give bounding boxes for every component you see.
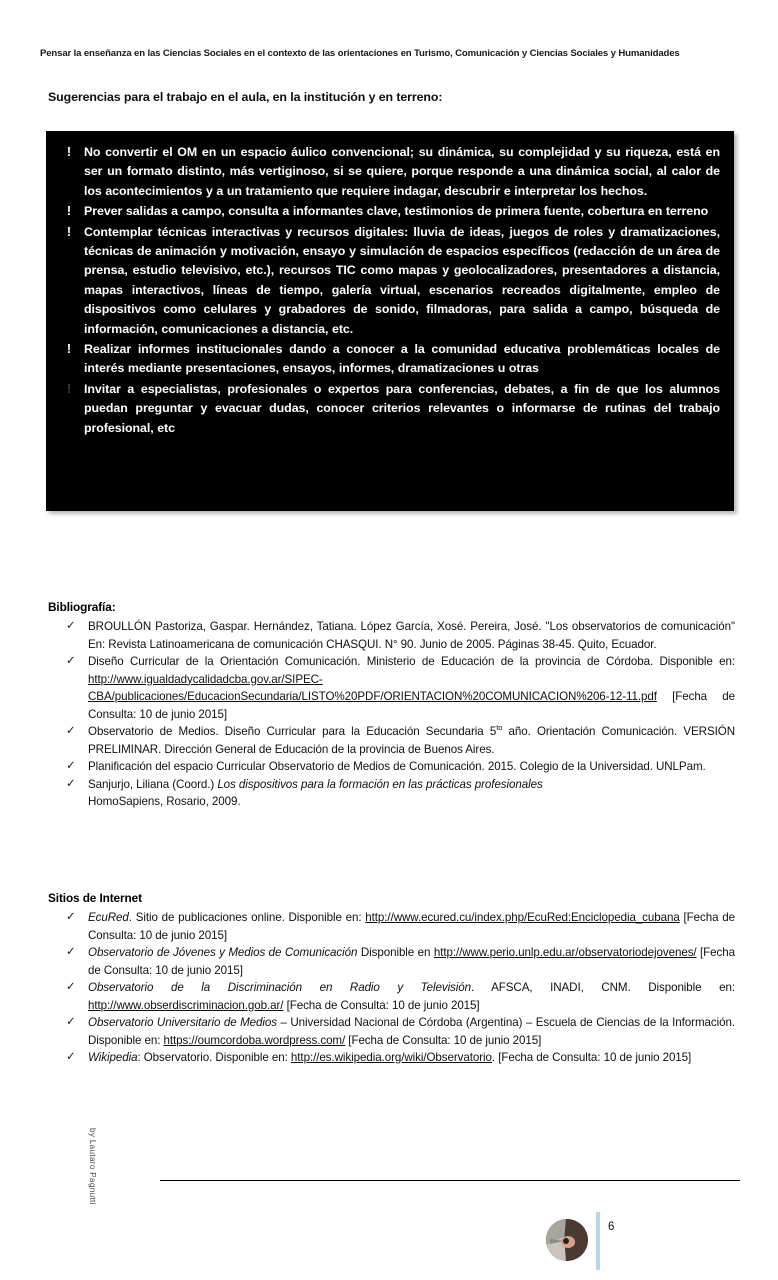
bibliografia-item-text: Observatorio de Medios. Diseño Curricular para la Educación Secundaria $5^{to}$ año. Orientación Comunicación. VERSIÓN PRELIMINAR. Dirección General de Educación de la provincia de Buenos Aires. bbox=[88, 723, 735, 756]
bibliografia-item bbox=[62, 653, 735, 723]
check-bullet-icon: ✓ bbox=[66, 981, 76, 993]
bibliografia-item bbox=[62, 776, 735, 811]
exclamation-bullet-icon: ! bbox=[66, 381, 72, 396]
bibliografia-item bbox=[62, 618, 735, 653]
sitios-internet-item-text: EcuRed. Sitio de publicaciones online. Disponible en: http://www.ecured.cu/index.php/EcuRed:Enciclopedia_cubana [Fecha de Consulta: 10 de junio 2015] bbox=[88, 911, 735, 942]
check-bullet-icon: ✓ bbox=[66, 911, 76, 923]
sitios-internet-item-text: Observatorio de la Discriminación en Radio y Televisión. AFSCA, INADI, CNM. Disponible en: http://www.obserdiscriminacion.gob.ar/ [Fecha de Consulta: 10 de junio 2015] bbox=[88, 981, 735, 1012]
footer-divider bbox=[160, 1180, 740, 1181]
suggestions-callout-box bbox=[46, 131, 734, 511]
bibliografia-item-text: BROULLÓN Pastoriza, Gaspar. Hernández, Tatiana. López García, Xosé. Pereira, José. "Los observatorios de comunicación" En: Revista Latinoamericana de comunicación CHASQUI. N° 90. Junio de 2005. Páginas 38-45. Quito, Ecuador. bbox=[88, 620, 735, 651]
exclamation-bullet-icon: ! bbox=[66, 204, 72, 219]
check-bullet-icon: ✓ bbox=[66, 1051, 76, 1063]
author-photo-icon bbox=[546, 1219, 588, 1261]
sitios-internet-item-text: Observatorio de Jóvenes y Medios de Comunicación Disponible en http://www.perio.unlp.edu.ar/observatoriodejovenes/ [Fecha de Consulta: 10 de junio 2015] bbox=[88, 946, 736, 977]
sitios-internet-item bbox=[62, 1014, 735, 1049]
suggestion-item-text: Contemplar técnicas interactivas y recursos digitales: lluvia de ideas, juegos de roles y dramatizaciones, técnicas de animación y motivación, ensayo y simulación de espacios específicos (redacción de un área de prensa, estudio televisivo, etc.), recursos TIC como mapas y geolocalizadores, presentadores a distancia, mapas interactivos, líneas de tiempo, galería virtual, escenarios recreados digitalmente, empleo de dispositivos como celulares y grabadores de sonido, filmadoras, para salida a campo, búsqueda de información, comunicaciones a distancia, etc. bbox=[84, 224, 720, 336]
bibliografia-list bbox=[62, 618, 735, 811]
page-title: Sugerencias para el trabajo en el aula, en la institución y en terreno: bbox=[48, 90, 443, 104]
exclamation-bullet-icon: ! bbox=[66, 145, 72, 159]
page-number-accent-bar bbox=[596, 1212, 600, 1270]
bibliografia-item-text: Diseño Curricular de la Orientación Comunicación. Ministerio de Educación de la provincia de Córdoba. Disponible en: http://www.igualdadycalidadcba.gov.ar/SIPEC-CBA/publicaciones/EducacionSecundaria/LISTO%20PDF/ORIENTACION%20COMUNICACION%206-12-11.pdf [Fecha de Consulta: 10 de junio 2015] bbox=[88, 655, 735, 721]
sitios-internet-item bbox=[62, 909, 735, 944]
bibliografia-item bbox=[62, 723, 735, 758]
suggestion-item-text: No convertir el OM en un espacio áulico convencional; su dinámica, su complejidad y su riqueza, está en ser un formato distinto, más vertiginoso, si se quiere, porque responde a una dinámica social, al calor de los acontecimientos y a un tratamiento que requiere indagar, descubrir e interpretar los hechos. bbox=[84, 145, 720, 198]
suggestion-item bbox=[60, 223, 720, 339]
bibliografia-item-text: Planificación del espacio Curricular Observatorio de Medios de Comunicación. 2015. Colegio de la Universidad. UNLPam. bbox=[88, 760, 706, 773]
check-bullet-icon: ✓ bbox=[66, 655, 76, 667]
suggestion-item-text: Prever salidas a campo, consulta a informantes clave, testimonios de primera fuente, cobertura en terreno bbox=[84, 204, 709, 219]
sitios-internet-item bbox=[62, 1049, 735, 1067]
sitios-internet-list bbox=[62, 909, 735, 1067]
bibliografia-item-text: Sanjurjo, Liliana (Coord.) Los dispositivos para la formación en las prácticas profesionales HomoSapiens, Rosario, 2009. bbox=[88, 777, 543, 808]
page-number: 6 bbox=[608, 1221, 615, 1233]
suggestion-item-text: Realizar informes institucionales dando a conocer a la comunidad educativa problemáticas locales de interés mediante presentaciones, ensayos, informes, dramatizaciones u otras bbox=[84, 342, 720, 376]
sitios-internet-item bbox=[62, 979, 735, 1014]
bibliografia-title: Bibliografía: bbox=[48, 600, 116, 614]
suggestion-item bbox=[60, 143, 720, 201]
check-bullet-icon: ✓ bbox=[66, 1016, 76, 1028]
suggestion-item bbox=[60, 380, 720, 438]
bibliografia-item bbox=[62, 758, 735, 776]
running-header: Pensar la enseñanza en las Ciencias Sociales en el contexto de las orientaciones en Turismo, Comunicación y Ciencias Sociales y Humanidades bbox=[40, 48, 680, 59]
check-bullet-icon: ✓ bbox=[66, 620, 76, 632]
author-credit: by Lautaro Pagnutti bbox=[88, 1128, 97, 1205]
check-bullet-icon: ✓ bbox=[66, 725, 76, 737]
page-number-container bbox=[596, 1212, 614, 1270]
exclamation-bullet-icon: ! bbox=[66, 342, 72, 357]
sitios-internet-item bbox=[62, 944, 735, 979]
exclamation-bullet-icon: ! bbox=[66, 224, 72, 239]
sitios-internet-title: Sitios de Internet bbox=[48, 891, 142, 905]
suggestion-item bbox=[60, 340, 720, 379]
suggestions-list bbox=[60, 143, 720, 438]
suggestion-item-text: Invitar a especialistas, profesionales o expertos para conferencias, debates, a fin de que los alumnos puedan preguntar y evacuar dudas, conocer criterios relevantes o informarse de rutinas del trabajo profesional, etc bbox=[84, 381, 720, 435]
check-bullet-icon: ✓ bbox=[66, 777, 76, 790]
check-bullet-icon: ✓ bbox=[66, 946, 76, 958]
suggestion-item bbox=[60, 202, 720, 221]
sitios-internet-item-text: Wikipedia: Observatorio. Disponible en: http://es.wikipedia.org/wiki/Observatorio. [Fecha de Consulta: 10 de junio 2015] bbox=[88, 1051, 692, 1064]
check-bullet-icon: ✓ bbox=[66, 760, 76, 772]
sitios-internet-item-text: Observatorio Universitario de Medios – Universidad Nacional de Córdoba (Argentina) – Escuela de Ciencias de la Información. Disponible en: https://oumcordoba.wordpress.com/ [Fecha de Consulta: 10 de junio 2015] bbox=[88, 1016, 735, 1047]
